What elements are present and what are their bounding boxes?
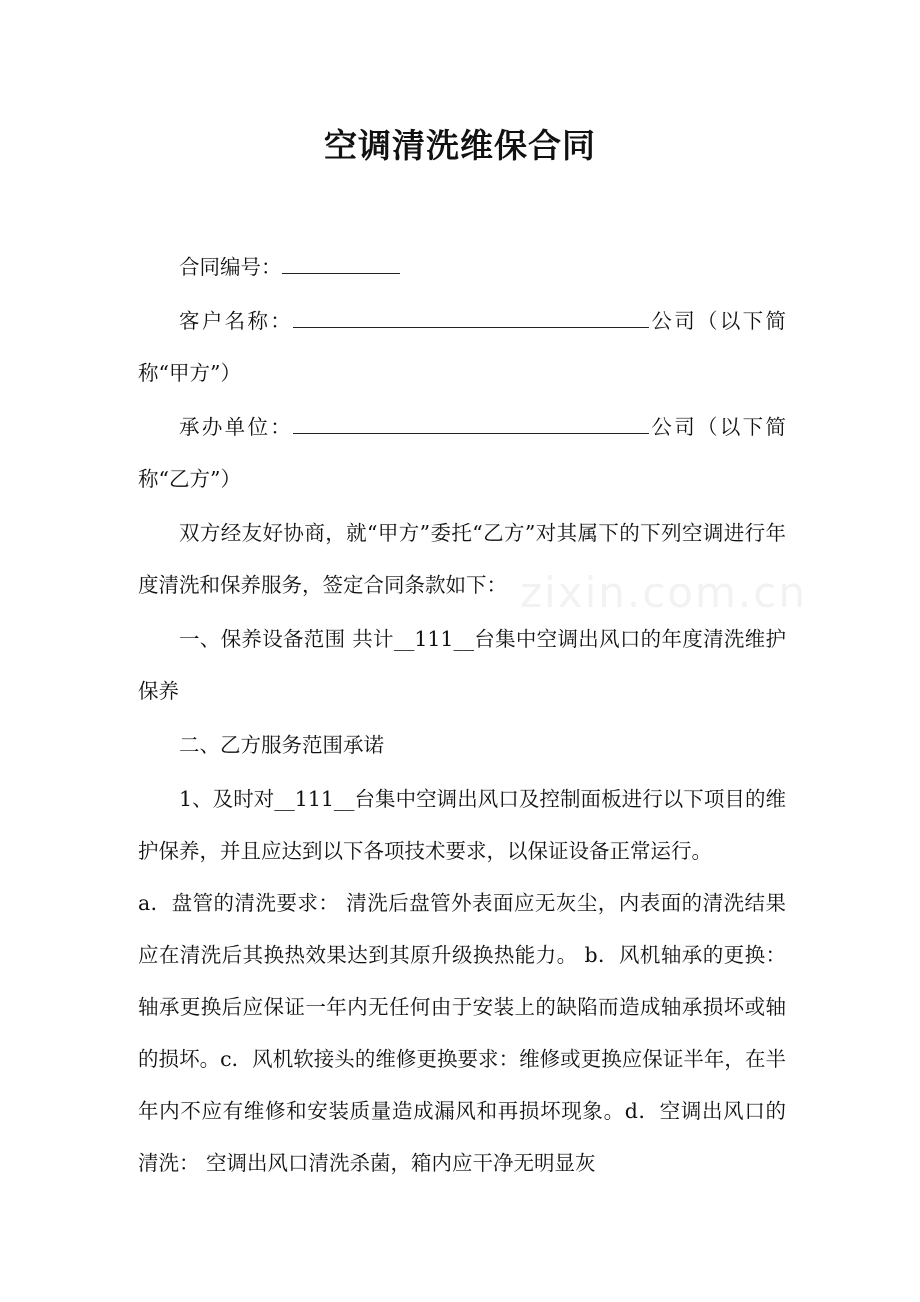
client-name-suffix: 公司（以下简称“甲方”） (138, 309, 787, 385)
document-title: 空调清洗维保合同 (324, 126, 596, 165)
client-name-line (138, 295, 786, 399)
document-body (138, 241, 786, 1191)
contractor-blank (293, 413, 649, 434)
watermark-logo: zixin.com.cn (520, 568, 807, 617)
contractor-line (138, 401, 786, 505)
section-2-heading: 二、乙方服务范围承诺 (179, 733, 384, 757)
client-name-blank (293, 307, 649, 328)
contract-number-blank (282, 253, 400, 274)
client-name-label: 客户名称： (179, 309, 294, 333)
item-1-details: a．盘管的清洗要求： 清洗后盘管外表面应无灰尘，内表面的清洗结果应在清洗后其换热效果达到其原升级换热能力。 b．风机轴承的更换： 轴承更换后应保证一年内无任何由于安装上的缺陷而造成轴承损坏或轴的损坏。c．风机软接头的维修更换要求：维修或更换应保证半年，在半年内不应有维修和安装质量造成漏风和再损坏现象。d．空调出风口的清洗： 空调出风口清洗杀菌，箱内应干净无明显灰 (138, 891, 786, 1175)
contract-number-line (138, 241, 786, 293)
contractor-label: 承办单位： (179, 415, 294, 439)
section-1-paragraph: 一、保养设备范围 共计__111__台集中空调出风口的年度清洗维护保养 (138, 627, 786, 703)
contractor-suffix: 公司（以下简称“乙方”） (138, 415, 787, 491)
intro-paragraph: 双方经友好协商，就“甲方”委托“乙方”对其属下的下列空调进行年度清洗和保养服务，签定合同条款如下： (138, 521, 786, 597)
contract-number-label: 合同编号： (179, 255, 282, 279)
item-1-intro: 1、及时对__111__台集中空调出风口及控制面板进行以下项目的维护保养，并且应达到以下各项技术要求，以保证设备正常运行。 (138, 787, 786, 863)
